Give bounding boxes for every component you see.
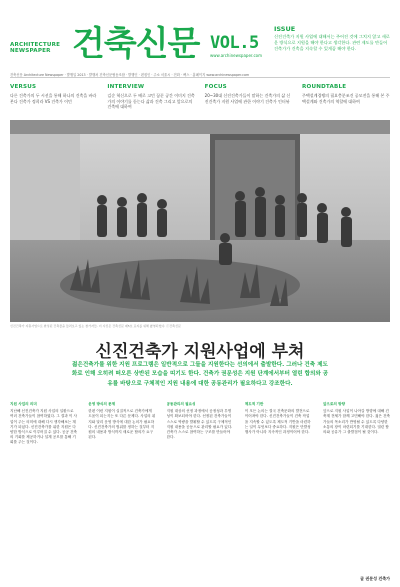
section-versus[interactable] (10, 84, 98, 114)
headline: 신진건축가 지원사업에 부쳐 (95, 342, 305, 362)
article-column (323, 400, 390, 578)
article-column (167, 400, 234, 578)
volume-number: VOL.5 (210, 33, 259, 53)
byline: 글 권문성 건축가 (360, 576, 390, 581)
newspaper-title: 건축신문 (72, 24, 200, 64)
column-text: 앞으로 지원 사업이 나아갈 방향에 대해 건축계 전체가 함께 고민해야 한다. 젊은 건축가들의 목소리가 반영될 수 있도록 다양한 소통의 장이 마련되기를 기대한다. 열린 합의와 공유가 그 출발점이 될 것이다. (323, 409, 390, 435)
column-subheading: 공동관리의 필요성 (166, 402, 196, 406)
photo-caption: 신진건축가 지원사업으로 완성된 건축물을 둘러보고 있는 참가자들. 이 사진은 건축신문 제5호 표지를 위해 촬영되었다. ⓒ건축신문 (10, 324, 181, 328)
section-heading: VERSUS (10, 84, 37, 90)
column-text: 이 모든 논의는 결국 건축문화의 발전으로 이어져야 한다. 신진건축가들이 건축 작업을 지속할 수 있도록 제도적 기반을 마련하는 일이 무엇보다 중요하다. 지원은 단발성 행사가 아니라 지속적인 과정이어야 한다. (244, 409, 311, 435)
section-focus[interactable] (205, 84, 293, 114)
article-body (10, 400, 390, 578)
section-index (10, 84, 390, 114)
newspaper-label: NEWSPAPER (10, 48, 51, 55)
column-subheading: 운영 방식의 문제 (88, 402, 116, 406)
website-url[interactable]: www.archinewspaper.com (210, 53, 263, 58)
architecture-label: ARCHITECTURE (10, 42, 61, 48)
issue-box (274, 25, 392, 52)
cover-photo (10, 120, 390, 322)
section-text: 20~30대 신진건축가들이 말하는 건축가의 삶 신진건축가 지원 사업에 관한 이야기 건축가 인터뷰 (204, 93, 291, 104)
section-heading: FOCUS (204, 84, 227, 90)
column-subheading: 앞으로의 방향 (323, 402, 346, 406)
issue-heading: ISSUE (274, 25, 296, 33)
publication-info-bar: 건축신문 Architecture Newspaper · 발행일 2013 · 발행처 건축신문협동조합 · 발행인 · 편집인 · 주소 서울시 · 전화 · 팩스 · 홈페이지 www.archinewspaper.com (10, 72, 390, 78)
column-text: 지난해 신진건축가 지원 사업의 일환으로 여러 건축가들이 참여하였다. 그 결과 이 사업이 주는 의미에 대해 다시 생각해보는 계기가 되었다. 신진건축가를 위한 지원은 다양한 방식으로 이루어질 수 있다. 공공 건축의 기회를 제공하거나 설계 공모를 통해 기회를 주는 것이다. (10, 409, 77, 445)
article-column (10, 400, 77, 578)
section-interview[interactable] (107, 84, 195, 114)
lead-paragraph: 젊은건축가를 위한 지원 프로그램은 일반적으로 그들을 지원한다는 선의에서 출발한다. 그러나 건축 제도화로 인해 오히려 떠오른 상반된 모습을 띠기도 한다. 건축가 권문성은 지원 단계에서부터 열린 합의와 공유를 바탕으로 구체적인 지원 내용에 대한 공동관리가 필요하다고 강조한다. (71, 362, 329, 387)
section-roundtable[interactable] (302, 84, 390, 114)
section-heading: ROUNDTABLE (301, 84, 347, 90)
cover-photo-illustration (10, 120, 390, 322)
masthead-subtitle (10, 42, 60, 55)
article-column (245, 400, 312, 578)
column-subheading: 지원 사업의 의미 (10, 402, 37, 406)
section-text: 주택설계경쟁의 필요충분조건 공모전을 통해 본 주택설계와 건축가의 역할에 대하여 (301, 93, 390, 104)
section-heading: INTERVIEW (107, 84, 145, 90)
column-text: 지원 대상의 선정 과정에서 공정성과 투명성이 확보되어야 한다. 선정된 건축가들이 스스로 역량을 발휘할 수 있도록 구체적인 지원 내용을 공동으로 관리할 필요가 있다. 건축가 스스로 참여하는 구조를 만들어야 한다. (166, 409, 233, 440)
section-text: 다른 건축가의 두 시선을 통해 하나의 건축을 바라본다 건축가 정희라 VS 건축가 이민 (10, 93, 97, 104)
section-text: 김순 혁신으로 두 배로 고민 꿈꾼 공간 이미지 건축가의 이야기를 듣는다 삶과 건축 그리고 앞으로의 건축에 대하여 (107, 93, 195, 110)
column-text: 한편 이런 지원이 실질적으로 건축가에게 도움이 되는지는 또 다른 문제다. 사업의 취지와 달리 운영 방식에 대한 논의가 필요하다. 신진건축가의 범위를 정하는 것부터 지원의 내용과 방식까지 새로운 합의가 요구된다. (88, 409, 156, 440)
article-column (88, 400, 155, 578)
issue-text: 신진건축가 지원 사업에 대해서는 주어진 것에 그치지 않고 새로운 방식으로 지원을 해야 한다고 생각한다. 관련 제도를 만들어 건축가가 건축을 지속할 수 있게끔 해야 한다. (274, 34, 390, 51)
masthead (10, 22, 390, 68)
column-subheading: 제도적 기반 (244, 402, 264, 406)
